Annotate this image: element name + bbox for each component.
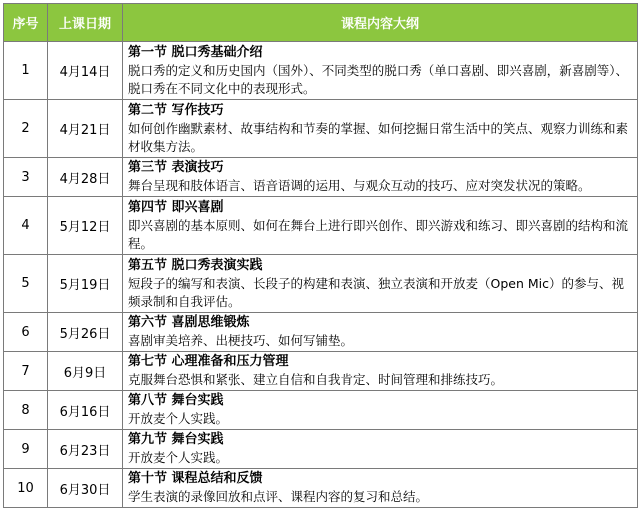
table-row [4,42,638,100]
section-description: 即兴喜剧的基本原则、如何在舞台上进行即兴创作、即兴游戏和练习、即兴喜剧的结构和流程。 [128,217,629,251]
row-date: 6月30日 [48,469,123,508]
section-description: 舞台呈现和肢体语言、语音语调的运用、与观众互动的技巧、应对突发状况的策略。 [128,178,591,193]
section-title: 第一节 脱口秀基础介绍 [128,44,263,60]
header-outline: 课程内容大纲 [123,4,638,42]
row-outline [123,255,638,313]
row-date: 6月23日 [48,430,123,469]
section-description: 开放麦个人实践。 [128,450,229,465]
table-row [4,158,638,197]
row-outline [123,391,638,430]
row-outline [123,100,638,158]
table-row [4,352,638,391]
row-index: 6 [4,313,48,352]
section-title: 第六节 喜剧思维锻炼 [128,315,250,330]
row-index: 5 [4,255,48,313]
section-title: 第二节 写作技巧 [128,102,224,118]
header-date: 上课日期 [48,4,123,42]
table-row [4,197,638,255]
row-outline [123,313,638,352]
section-title: 第十节 课程总结和反馈 [128,471,263,486]
row-date: 6月16日 [48,391,123,430]
section-title: 第五节 脱口秀表演实践 [128,257,263,273]
table-row [4,469,638,508]
row-index: 7 [4,352,48,391]
row-index: 9 [4,430,48,469]
section-description: 脱口秀的定义和历史国内（国外）、不同类型的脱口秀（单口喜剧、即兴喜剧，新喜剧等）、脱口秀在不同文化中的表现形式。 [128,62,629,96]
table-row [4,255,638,313]
row-outline [123,158,638,197]
table-row [4,430,638,469]
row-date: 5月12日 [48,197,123,255]
row-date: 5月19日 [48,255,123,313]
section-title: 第八节 舞台实践 [128,393,224,408]
section-title: 第七节 心理准备和压力管理 [128,354,289,369]
row-date: 4月14日 [48,42,123,100]
table-header-row [4,4,638,42]
table-row [4,100,638,158]
row-date: 4月28日 [48,158,123,197]
row-outline [123,197,638,255]
row-date: 5月26日 [48,313,123,352]
section-title: 第三节 表演技巧 [128,160,224,175]
table-row [4,391,638,430]
section-description: 克服舞台恐惧和紧张、建立自信和自我肯定、时间管理和排练技巧。 [128,372,504,387]
row-index: 2 [4,100,48,158]
course-schedule-table-wrapper [3,3,637,508]
header-index: 序号 [4,4,48,42]
table-row [4,313,638,352]
section-title: 第四节 即兴喜剧 [128,199,224,215]
row-index: 4 [4,197,48,255]
row-outline [123,42,638,100]
section-description: 短段子的编写和表演、长段子的构建和表演、独立表演和开放麦（Open Mic）的参与、视频录制和自我评估。 [128,275,624,309]
row-outline [123,469,638,508]
row-index: 8 [4,391,48,430]
course-schedule-table [3,3,638,508]
section-description: 学生表演的录像回放和点评、课程内容的复习和总结。 [128,489,429,504]
section-title: 第九节 舞台实践 [128,432,224,447]
section-description: 开放麦个人实践。 [128,411,229,426]
row-index: 3 [4,158,48,197]
row-date: 6月9日 [48,352,123,391]
row-index: 10 [4,469,48,508]
row-outline [123,430,638,469]
row-outline [123,352,638,391]
row-date: 4月21日 [48,100,123,158]
section-description: 如何创作幽默素材、故事结构和节奏的掌握、如何挖掘日常生活中的笑点、观察力训练和素材收集方法。 [128,120,629,154]
section-description: 喜剧审美培养、出梗技巧、如何写铺垫。 [128,333,354,348]
row-index: 1 [4,42,48,100]
